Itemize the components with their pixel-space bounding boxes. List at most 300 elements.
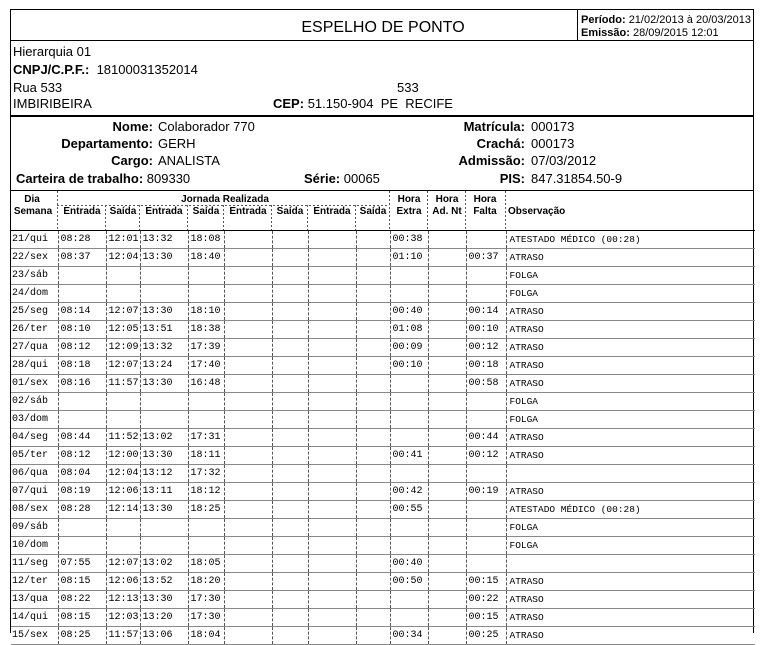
day-cell: 05/ter — [11, 447, 58, 465]
pis-value: 847.31854.50-9 — [531, 171, 623, 186]
emission-label: Emissão: — [581, 27, 630, 39]
observacao-cell: FOLGA — [506, 519, 755, 537]
hora-extra-cell — [390, 591, 428, 609]
table-row — [11, 393, 755, 411]
observacao-cell: ATRASO — [506, 339, 755, 357]
hora-adnt-cell — [428, 447, 466, 465]
hora-adnt-cell — [428, 249, 466, 267]
hora-extra-cell: 00:09 — [390, 339, 428, 357]
observacao-cell: ATESTADO MÉDICO (00:28) — [506, 231, 755, 249]
company-state: PE — [380, 96, 399, 111]
hora-adnt-cell — [428, 303, 466, 321]
saida-4-cell — [356, 249, 390, 267]
observacao-cell: ATRASO — [506, 429, 755, 447]
timesheet-table — [11, 231, 755, 645]
entrada-4-cell — [308, 267, 356, 285]
entrada-3-cell — [224, 555, 272, 573]
entrada-2-cell: 13:30 — [140, 591, 188, 609]
hora-extra-cell: 00:42 — [390, 483, 428, 501]
hora-extra-cell: 00:40 — [390, 555, 428, 573]
entrada-3-cell — [224, 393, 272, 411]
entrada-2-cell: 13:51 — [140, 321, 188, 339]
hora-adnt-cell — [428, 483, 466, 501]
hora-extra-cell — [390, 285, 428, 303]
hora-extra-cell — [390, 267, 428, 285]
carteira-field — [16, 171, 190, 186]
hora-adnt-cell — [428, 375, 466, 393]
hora-adnt-cell — [428, 519, 466, 537]
cep-value: 51.150-904 — [307, 96, 374, 111]
entrada-4-cell — [308, 627, 356, 645]
entrada-1-cell: 08:44 — [58, 429, 106, 447]
day-cell: 15/sex — [11, 627, 58, 645]
saida-4-cell — [356, 393, 390, 411]
saida-2-cell — [188, 537, 224, 555]
entrada-2-cell: 13:32 — [140, 231, 188, 249]
matricula-value: 000173 — [531, 119, 575, 134]
entrada-1-cell: 08:28 — [58, 231, 106, 249]
hora-falta-cell: 00:22 — [466, 591, 506, 609]
hora-extra-cell: 00:10 — [390, 357, 428, 375]
observacao-cell: ATRASO — [506, 573, 755, 591]
period-box — [581, 14, 751, 40]
entrada-2-cell — [140, 537, 188, 555]
hora-falta-cell — [466, 537, 506, 555]
entrada-2-cell: 13:32 — [140, 339, 188, 357]
saida-2-cell: 17:30 — [188, 609, 224, 627]
saida-4-cell — [356, 339, 390, 357]
saida-3-cell — [272, 501, 308, 519]
saida-4-cell — [356, 519, 390, 537]
entrada-4-cell — [308, 357, 356, 375]
saida-2-cell: 16:48 — [188, 375, 224, 393]
table-row — [11, 339, 755, 357]
saida-3-cell — [272, 375, 308, 393]
saida-1-cell: 12:07 — [106, 555, 140, 573]
hora-extra-cell: 01:08 — [390, 321, 428, 339]
day-cell: 14/qui — [11, 609, 58, 627]
saida-1-cell: 11:52 — [106, 429, 140, 447]
day-cell: 28/qui — [11, 357, 58, 375]
company-number: 533 — [397, 80, 419, 95]
saida-2-cell — [188, 519, 224, 537]
hora-adnt-cell — [428, 573, 466, 591]
hora-extra-cell: 00:50 — [390, 573, 428, 591]
saida-2-cell: 18:20 — [188, 573, 224, 591]
saida-4-cell — [356, 447, 390, 465]
entrada-1-cell: 08:04 — [58, 465, 106, 483]
day-cell: 11/seg — [11, 555, 58, 573]
table-row — [11, 231, 755, 249]
saida-3-cell — [272, 609, 308, 627]
saida-3-cell — [272, 627, 308, 645]
hora-falta-cell: 00:12 — [466, 447, 506, 465]
saida-4-cell — [356, 303, 390, 321]
entrada-4-cell — [308, 429, 356, 447]
serie-value: 00065 — [343, 171, 380, 186]
observacao-cell: ATRASO — [506, 375, 755, 393]
entrada-2-cell: 13:30 — [140, 501, 188, 519]
entrada-4-cell — [308, 609, 356, 627]
saida-3-cell — [272, 321, 308, 339]
day-cell: 21/qui — [11, 231, 58, 249]
hora-falta-cell: 00:14 — [466, 303, 506, 321]
entrada-1-cell: 08:25 — [58, 627, 106, 645]
table-row — [11, 429, 755, 447]
entrada-1-cell: 08:19 — [58, 483, 106, 501]
carteira-value: 809330 — [146, 171, 191, 186]
entrada-1-cell: 08:15 — [58, 609, 106, 627]
header-hora-adnt: Hora Ad. Nt — [432, 194, 462, 217]
hora-adnt-cell — [428, 609, 466, 627]
entrada-3-cell — [224, 303, 272, 321]
entrada-3-cell — [224, 627, 272, 645]
entrada-2-cell: 13:12 — [140, 465, 188, 483]
entrada-3-cell — [224, 519, 272, 537]
saida-4-cell — [356, 555, 390, 573]
saida-2-cell: 17:40 — [188, 357, 224, 375]
table-row — [11, 249, 755, 267]
hora-falta-cell: 00:15 — [466, 609, 506, 627]
entrada-2-cell — [140, 285, 188, 303]
saida-3-cell — [272, 411, 308, 429]
document-title: ESPELHO DE PONTO — [301, 19, 465, 36]
saida-2-cell: 18:38 — [188, 321, 224, 339]
company-street: Rua 533 — [13, 80, 63, 95]
saida-4-cell — [356, 537, 390, 555]
saida-1-cell: 12:09 — [106, 339, 140, 357]
hora-extra-cell: 00:38 — [390, 231, 428, 249]
saida-2-cell: 18:08 — [188, 231, 224, 249]
admissao-value: 07/03/2012 — [531, 153, 597, 168]
hora-extra-cell: 00:41 — [390, 447, 428, 465]
cep-label: CEP: — [273, 96, 305, 111]
hora-falta-cell — [466, 393, 506, 411]
hora-adnt-cell — [428, 429, 466, 447]
hora-adnt-cell — [428, 339, 466, 357]
observacao-cell: FOLGA — [506, 411, 755, 429]
entrada-3-cell — [224, 321, 272, 339]
entrada-3-cell — [224, 501, 272, 519]
hora-falta-cell — [466, 231, 506, 249]
cargo-value: ANALISTA — [158, 153, 220, 168]
observacao-cell: FOLGA — [506, 393, 755, 411]
hora-falta-cell — [466, 465, 506, 483]
entrada-1-cell: 08:16 — [58, 375, 106, 393]
entrada-2-cell — [140, 519, 188, 537]
entrada-1-cell — [58, 285, 106, 303]
saida-2-cell: 18:40 — [188, 249, 224, 267]
header-observacao: Observação — [508, 206, 566, 217]
saida-2-cell — [188, 285, 224, 303]
entrada-3-cell — [224, 609, 272, 627]
observacao-cell: FOLGA — [506, 537, 755, 555]
table-row — [11, 447, 755, 465]
header-entrada-2: Entrada — [145, 206, 183, 217]
saida-1-cell — [106, 285, 140, 303]
hora-falta-cell: 00:37 — [466, 249, 506, 267]
saida-3-cell — [272, 249, 308, 267]
table-row — [11, 321, 755, 339]
saida-4-cell — [356, 231, 390, 249]
entrada-4-cell — [308, 393, 356, 411]
table-row — [11, 573, 755, 591]
saida-1-cell: 12:13 — [106, 591, 140, 609]
entrada-3-cell — [224, 357, 272, 375]
saida-3-cell — [272, 303, 308, 321]
saida-3-cell — [272, 483, 308, 501]
entrada-4-cell — [308, 375, 356, 393]
entrada-2-cell: 13:30 — [140, 375, 188, 393]
entrada-1-cell: 08:18 — [58, 357, 106, 375]
saida-1-cell: 12:07 — [106, 357, 140, 375]
table-row — [11, 627, 755, 645]
entrada-1-cell: 08:10 — [58, 321, 106, 339]
saida-3-cell — [272, 429, 308, 447]
saida-1-cell: 12:05 — [106, 321, 140, 339]
saida-2-cell: 18:04 — [188, 627, 224, 645]
hora-extra-cell: 00:55 — [390, 501, 428, 519]
day-cell: 03/dom — [11, 411, 58, 429]
entrada-2-cell: 13:11 — [140, 483, 188, 501]
entrada-2-cell — [140, 267, 188, 285]
saida-2-cell — [188, 267, 224, 285]
header-saida-1: Saída — [109, 206, 137, 217]
hora-adnt-cell — [428, 501, 466, 519]
hora-falta-cell: 00:12 — [466, 339, 506, 357]
cracha-label: Crachá: — [476, 136, 525, 151]
saida-1-cell: 12:04 — [106, 465, 140, 483]
saida-1-cell: 12:06 — [106, 573, 140, 591]
entrada-2-cell: 13:02 — [140, 555, 188, 573]
entrada-4-cell — [308, 249, 356, 267]
saida-3-cell — [272, 573, 308, 591]
day-cell: 04/seg — [11, 429, 58, 447]
entrada-3-cell — [224, 411, 272, 429]
hora-adnt-cell — [428, 411, 466, 429]
saida-4-cell — [356, 321, 390, 339]
saida-2-cell: 18:12 — [188, 483, 224, 501]
saida-2-cell: 17:39 — [188, 339, 224, 357]
hora-extra-cell — [390, 429, 428, 447]
company-district: IMBIRIBEIRA — [13, 96, 92, 111]
table-row — [11, 591, 755, 609]
entrada-4-cell — [308, 447, 356, 465]
emission-value: 28/09/2015 12:01 — [632, 27, 719, 39]
hora-extra-cell — [390, 519, 428, 537]
table-row — [11, 555, 755, 573]
entrada-2-cell — [140, 393, 188, 411]
saida-4-cell — [356, 627, 390, 645]
saida-4-cell — [356, 573, 390, 591]
entrada-1-cell — [58, 393, 106, 411]
entrada-2-cell: 13:30 — [140, 447, 188, 465]
hora-extra-cell — [390, 465, 428, 483]
day-cell: 25/seg — [11, 303, 58, 321]
header-entrada-3: Entrada — [229, 206, 267, 217]
entrada-4-cell — [308, 321, 356, 339]
entrada-4-cell — [308, 519, 356, 537]
table-row — [11, 411, 755, 429]
entrada-3-cell — [224, 339, 272, 357]
entrada-2-cell: 13:20 — [140, 609, 188, 627]
entrada-3-cell — [224, 285, 272, 303]
saida-3-cell — [272, 231, 308, 249]
day-cell: 13/qua — [11, 591, 58, 609]
title-divider — [577, 10, 578, 40]
saida-2-cell: 17:32 — [188, 465, 224, 483]
nome-label: Nome: — [112, 119, 153, 134]
table-row — [11, 609, 755, 627]
entrada-2-cell: 13:52 — [140, 573, 188, 591]
entrada-1-cell: 08:22 — [58, 591, 106, 609]
day-cell: 01/sex — [11, 375, 58, 393]
divider — [11, 115, 753, 117]
hora-extra-cell — [390, 411, 428, 429]
hora-adnt-cell — [428, 555, 466, 573]
observacao-cell — [506, 465, 755, 483]
entrada-2-cell: 13:30 — [140, 249, 188, 267]
saida-2-cell: 18:25 — [188, 501, 224, 519]
day-cell: 07/qui — [11, 483, 58, 501]
entrada-1-cell: 08:37 — [58, 249, 106, 267]
hora-adnt-cell — [428, 357, 466, 375]
entrada-3-cell — [224, 573, 272, 591]
observacao-cell: FOLGA — [506, 267, 755, 285]
serie-field — [304, 171, 380, 186]
entrada-4-cell — [308, 231, 356, 249]
day-cell: 23/sáb — [11, 267, 58, 285]
hora-extra-cell — [390, 375, 428, 393]
saida-2-cell: 18:11 — [188, 447, 224, 465]
header-entrada-4: Entrada — [313, 206, 351, 217]
hora-extra-cell: 00:34 — [390, 627, 428, 645]
period-value: 21/02/2013 à 20/03/2013 — [628, 14, 752, 26]
table-row — [11, 537, 755, 555]
observacao-cell: ATRASO — [506, 357, 755, 375]
entrada-3-cell — [224, 231, 272, 249]
saida-4-cell — [356, 501, 390, 519]
entrada-3-cell — [224, 429, 272, 447]
observacao-cell: FOLGA — [506, 285, 755, 303]
table-row — [11, 519, 755, 537]
header-hora-falta: Hora Falta — [473, 194, 497, 217]
saida-1-cell: 11:57 — [106, 627, 140, 645]
hora-extra-cell — [390, 609, 428, 627]
entrada-2-cell — [140, 411, 188, 429]
dept-label: Departamento: — [61, 136, 153, 151]
hora-falta-cell: 00:58 — [466, 375, 506, 393]
saida-3-cell — [272, 285, 308, 303]
header-dia: Dia — [24, 194, 40, 205]
day-cell: 10/dom — [11, 537, 58, 555]
entrada-3-cell — [224, 447, 272, 465]
hora-extra-cell: 01:10 — [390, 249, 428, 267]
entrada-3-cell — [224, 465, 272, 483]
entrada-4-cell — [308, 465, 356, 483]
header-semana: Semana — [13, 206, 53, 217]
entrada-3-cell — [224, 483, 272, 501]
hora-falta-cell — [466, 519, 506, 537]
hora-falta-cell — [466, 285, 506, 303]
saida-1-cell: 12:04 — [106, 249, 140, 267]
observacao-cell: ATRASO — [506, 591, 755, 609]
saida-1-cell: 12:03 — [106, 609, 140, 627]
saida-4-cell — [356, 357, 390, 375]
entrada-4-cell — [308, 303, 356, 321]
saida-3-cell — [272, 339, 308, 357]
entrada-1-cell: 08:15 — [58, 573, 106, 591]
table-row — [11, 357, 755, 375]
day-cell: 12/ter — [11, 573, 58, 591]
entrada-1-cell — [58, 267, 106, 285]
hora-adnt-cell — [428, 393, 466, 411]
cnpj-label: CNPJ/C.P.F.: — [13, 62, 90, 77]
hora-falta-cell: 00:44 — [466, 429, 506, 447]
saida-2-cell — [188, 393, 224, 411]
hora-falta-cell — [466, 501, 506, 519]
entrada-2-cell: 13:02 — [140, 429, 188, 447]
admissao-label: Admissão: — [458, 153, 525, 168]
saida-1-cell: 12:14 — [106, 501, 140, 519]
hora-falta-cell — [466, 411, 506, 429]
header-saida-3: Saída — [276, 206, 304, 217]
period-label: Período: — [581, 14, 626, 26]
observacao-cell: ATRASO — [506, 303, 755, 321]
entrada-1-cell — [58, 411, 106, 429]
day-cell: 26/ter — [11, 321, 58, 339]
saida-1-cell: 12:06 — [106, 483, 140, 501]
cracha-value: 000173 — [531, 136, 575, 151]
saida-3-cell — [272, 393, 308, 411]
saida-3-cell — [272, 537, 308, 555]
entrada-4-cell — [308, 573, 356, 591]
entrada-4-cell — [308, 537, 356, 555]
saida-4-cell — [356, 375, 390, 393]
matricula-label: Matrícula: — [463, 119, 525, 134]
entrada-2-cell: 13:06 — [140, 627, 188, 645]
divider — [11, 40, 753, 41]
saida-1-cell — [106, 393, 140, 411]
saida-1-cell — [106, 267, 140, 285]
saida-1-cell — [106, 537, 140, 555]
entrada-4-cell — [308, 339, 356, 357]
hora-adnt-cell — [428, 627, 466, 645]
observacao-cell: ATRASO — [506, 447, 755, 465]
table-row — [11, 465, 755, 483]
header-saida-4: Saída — [359, 206, 387, 217]
saida-4-cell — [356, 411, 390, 429]
hora-adnt-cell — [428, 231, 466, 249]
saida-4-cell — [356, 591, 390, 609]
saida-1-cell: 12:07 — [106, 303, 140, 321]
table-row — [11, 267, 755, 285]
entrada-4-cell — [308, 501, 356, 519]
hora-adnt-cell — [428, 465, 466, 483]
hora-falta-cell: 00:15 — [466, 573, 506, 591]
observacao-cell: ATRASO — [506, 609, 755, 627]
entrada-3-cell — [224, 267, 272, 285]
saida-3-cell — [272, 267, 308, 285]
company-city: RECIFE — [405, 96, 453, 111]
saida-2-cell: 18:10 — [188, 303, 224, 321]
entrada-3-cell — [224, 249, 272, 267]
header-jornada: Jornada Realizada — [181, 194, 269, 205]
hora-extra-cell — [390, 537, 428, 555]
entrada-3-cell — [224, 591, 272, 609]
day-cell: 08/sex — [11, 501, 58, 519]
observacao-cell: ATESTADO MÉDICO (00:28) — [506, 501, 755, 519]
